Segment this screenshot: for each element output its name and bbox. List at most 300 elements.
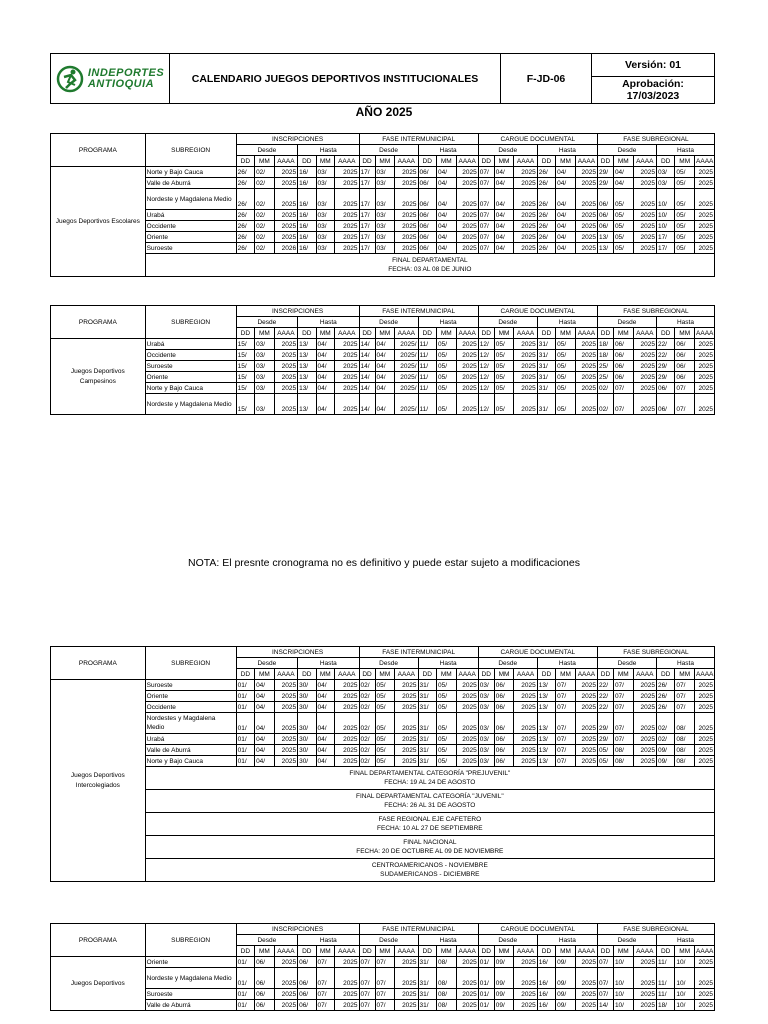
- date-month: 03/: [255, 394, 275, 415]
- table-row: [51, 361, 715, 372]
- date-year: 2025: [395, 702, 418, 713]
- date-year: 2025: [456, 243, 478, 254]
- date-day: 11/: [418, 383, 436, 394]
- desde-header: Desde: [478, 317, 537, 328]
- date-month: 04/: [494, 232, 514, 243]
- date-month: 07/: [675, 680, 695, 691]
- mm-header: MM: [494, 328, 514, 339]
- date-year: 2025: [334, 968, 359, 989]
- date-day: 13/: [537, 756, 555, 767]
- date-month: 10/: [613, 989, 633, 1000]
- dd-header: DD: [597, 156, 613, 167]
- table-row: [51, 221, 715, 232]
- date-day: 31/: [418, 968, 436, 989]
- date-year: 2025: [274, 756, 297, 767]
- date-year: 2025: [456, 232, 478, 243]
- final-event: [145, 254, 714, 277]
- date-day: 06/: [656, 394, 674, 415]
- aaaa-header: AAAA: [456, 328, 478, 339]
- hasta-header: Hasta: [418, 317, 478, 328]
- date-year: 2025: [633, 702, 656, 713]
- date-year: 2025: [514, 221, 537, 232]
- date-day: 26/: [656, 680, 674, 691]
- date-day: 10/: [656, 210, 674, 221]
- schedule-table: [50, 305, 715, 415]
- date-year: 2025/: [395, 383, 418, 394]
- desde-header: Desde: [597, 317, 656, 328]
- date-day: 31/: [537, 394, 555, 415]
- date-day: 06/: [418, 210, 436, 221]
- date-month: 05/: [436, 756, 456, 767]
- date-month: 02/: [255, 178, 275, 189]
- date-day: 14/: [359, 383, 375, 394]
- date-month: 03/: [316, 167, 334, 178]
- date-day: 07/: [597, 968, 613, 989]
- date-day: 15/: [236, 394, 254, 415]
- date-month: 04/: [316, 756, 334, 767]
- date-month: 06/: [494, 745, 514, 756]
- dd-header: DD: [236, 156, 254, 167]
- date-day: 01/: [478, 957, 494, 968]
- table-row: [51, 989, 715, 1000]
- date-month: 05/: [494, 361, 514, 372]
- date-day: 14/: [359, 394, 375, 415]
- date-day: 26/: [656, 702, 674, 713]
- date-month: 08/: [675, 734, 695, 745]
- final-event: [145, 836, 714, 859]
- date-day: 31/: [418, 713, 436, 734]
- date-month: 03/: [375, 189, 395, 210]
- date-month: 05/: [436, 394, 456, 415]
- date-day: 17/: [359, 167, 375, 178]
- table-row: [51, 968, 715, 989]
- date-day: 13/: [537, 702, 555, 713]
- date-year: 2025: [633, 713, 656, 734]
- program-name: Juegos Deportivos Campesinos: [51, 339, 146, 415]
- subregion-header: SUBREGION: [145, 924, 236, 957]
- date-year: 2025: [334, 713, 359, 734]
- date-year: 2025: [274, 221, 297, 232]
- date-month: 09/: [494, 1000, 514, 1011]
- date-year: 2025: [456, 189, 478, 210]
- date-year: 2025: [695, 756, 715, 767]
- date-year: 2025: [456, 756, 478, 767]
- date-month: 04/: [494, 221, 514, 232]
- date-day: 31/: [418, 691, 436, 702]
- date-month: 05/: [675, 232, 695, 243]
- date-day: 07/: [478, 167, 494, 178]
- date-month: 04/: [494, 178, 514, 189]
- date-day: 31/: [418, 756, 436, 767]
- subregion-name: Suroeste: [145, 680, 236, 691]
- date-month: 04/: [375, 372, 395, 383]
- date-year: 2025: [514, 361, 537, 372]
- date-day: 13/: [537, 734, 555, 745]
- date-month: 03/: [375, 210, 395, 221]
- date-year: 2025: [514, 189, 537, 210]
- date-day: 16/: [537, 989, 555, 1000]
- date-month: 10/: [613, 957, 633, 968]
- date-day: 30/: [298, 680, 316, 691]
- date-year: 2025: [514, 702, 537, 713]
- date-month: 05/: [436, 361, 456, 372]
- mm-header: MM: [436, 156, 456, 167]
- date-month: 04/: [613, 167, 633, 178]
- aaaa-header: AAAA: [274, 328, 297, 339]
- hasta-header: Hasta: [298, 145, 359, 156]
- date-day: 26/: [656, 691, 674, 702]
- dd-header: DD: [236, 946, 254, 957]
- table-row: [51, 350, 715, 361]
- desde-header: Desde: [597, 935, 656, 946]
- subregion-name: Valle de Aburrá: [145, 178, 236, 189]
- date-day: 17/: [359, 232, 375, 243]
- date-month: 02/: [255, 221, 275, 232]
- subregion-name: Suroeste: [145, 243, 236, 254]
- date-day: 26/: [236, 210, 254, 221]
- date-day: 11/: [418, 394, 436, 415]
- date-day: 03/: [478, 680, 494, 691]
- date-day: 03/: [478, 713, 494, 734]
- date-day: 03/: [656, 178, 674, 189]
- mm-header: MM: [494, 669, 514, 680]
- dd-header: DD: [656, 328, 674, 339]
- aaaa-header: AAAA: [696, 947, 714, 955]
- date-day: 16/: [537, 968, 555, 989]
- date-month: 07/: [375, 989, 395, 1000]
- date-month: 03/: [316, 210, 334, 221]
- date-day: 16/: [537, 957, 555, 968]
- date-year: 2025: [575, 232, 597, 243]
- date-year: 2025: [334, 989, 359, 1000]
- mm-header: MM: [255, 669, 275, 680]
- date-day: 30/: [298, 756, 316, 767]
- date-day: 01/: [478, 989, 494, 1000]
- date-year: 2025: [395, 691, 418, 702]
- date-day: 18/: [656, 1000, 674, 1011]
- subregion-name: Occidente: [145, 221, 236, 232]
- date-year: 2025: [695, 361, 715, 372]
- date-year: 2025: [695, 243, 715, 254]
- date-month: 06/: [494, 702, 514, 713]
- date-year: 2025: [334, 680, 359, 691]
- date-month: 04/: [255, 702, 275, 713]
- date-month: 07/: [613, 691, 633, 702]
- phase-header: FASE INTERMUNICIPAL: [359, 306, 478, 317]
- date-year: 2025: [633, 210, 656, 221]
- phase-header: FASE SUBREGIONAL: [597, 924, 714, 935]
- date-day: 17/: [656, 232, 674, 243]
- date-day: 17/: [359, 178, 375, 189]
- hasta-header: Hasta: [537, 658, 597, 669]
- date-day: 12/: [478, 383, 494, 394]
- final-event-title: FASE REGIONAL EJE CAFETERO: [378, 816, 482, 823]
- programa-header: PROGRAMA: [51, 924, 146, 957]
- date-month: 04/: [556, 221, 576, 232]
- date-year: 2025: [274, 167, 297, 178]
- date-year: 2025: [274, 713, 297, 734]
- date-month: 07/: [675, 691, 695, 702]
- date-month: 05/: [675, 167, 695, 178]
- date-month: 05/: [436, 702, 456, 713]
- date-year: 2025: [633, 189, 656, 210]
- date-year: 2025: [575, 189, 597, 210]
- date-month: 05/: [556, 383, 576, 394]
- date-year: 2025: [456, 713, 478, 734]
- date-year: 2025: [575, 178, 597, 189]
- subregion-header: SUBREGION: [145, 134, 236, 167]
- date-year: 2025: [334, 372, 359, 383]
- table-row: [51, 1000, 715, 1011]
- date-month: 10/: [675, 968, 695, 989]
- date-day: 12/: [478, 372, 494, 383]
- date-month: 10/: [613, 968, 633, 989]
- approval-date: 17/03/2023: [626, 90, 680, 102]
- date-month: 07/: [375, 968, 395, 989]
- date-year: 2025: [334, 178, 359, 189]
- date-day: 03/: [478, 756, 494, 767]
- date-month: 03/: [375, 243, 395, 254]
- date-year: 2025: [575, 734, 597, 745]
- date-day: 14/: [359, 372, 375, 383]
- date-month: 02/: [255, 243, 275, 254]
- approval-cell: [592, 77, 715, 104]
- subregion-name: Oriente: [145, 957, 236, 968]
- date-month: 05/: [613, 221, 633, 232]
- date-year: 2025: [456, 968, 478, 989]
- date-day: 03/: [656, 167, 674, 178]
- table-row: [51, 178, 715, 189]
- aaaa-header: AAAA: [334, 328, 359, 339]
- desde-header: Desde: [359, 317, 418, 328]
- date-day: 31/: [537, 372, 555, 383]
- date-day: 06/: [298, 968, 316, 989]
- dd-header: DD: [236, 669, 254, 680]
- date-day: 26/: [236, 178, 254, 189]
- mm-header: MM: [675, 669, 695, 680]
- dd-header: DD: [298, 946, 316, 957]
- subregion-name: Urabá: [145, 339, 236, 350]
- aaaa-header: AAAA: [514, 946, 537, 957]
- desde-header: Desde: [236, 658, 297, 669]
- programa-header: PROGRAMA: [51, 647, 146, 680]
- date-month: 03/: [316, 243, 334, 254]
- date-year: 2025: [395, 957, 418, 968]
- date-day: 01/: [236, 680, 254, 691]
- date-month: 07/: [556, 702, 576, 713]
- phase-header: FASE SUBREGIONAL: [597, 647, 714, 658]
- date-day: 10/: [656, 221, 674, 232]
- date-month: 04/: [316, 702, 334, 713]
- hasta-header: Hasta: [656, 935, 714, 946]
- table-row: [51, 745, 715, 756]
- table-row: [51, 189, 715, 210]
- date-month: 09/: [556, 989, 576, 1000]
- phase-header: CARGUE DOCUMENTAL: [478, 306, 597, 317]
- date-year: 2025: [395, 210, 418, 221]
- date-year: 2025: [514, 680, 537, 691]
- table-row: [51, 702, 715, 713]
- date-year: 2025: [633, 756, 656, 767]
- mm-header: MM: [436, 946, 456, 957]
- date-year: 2025: [334, 702, 359, 713]
- date-day: 02/: [597, 394, 613, 415]
- date-day: 26/: [537, 189, 555, 210]
- subregion-name: Norte y Bajo Cauca: [145, 756, 236, 767]
- date-month: 04/: [375, 394, 395, 415]
- date-month: 08/: [613, 756, 633, 767]
- date-month: 10/: [675, 1000, 695, 1011]
- date-month: 07/: [675, 702, 695, 713]
- date-year: 2025: [395, 680, 418, 691]
- date-year: 2025/: [395, 394, 418, 415]
- date-month: 05/: [556, 361, 576, 372]
- hasta-header: Hasta: [298, 658, 359, 669]
- date-month: 05/: [375, 734, 395, 745]
- hasta-header: Hasta: [298, 317, 359, 328]
- subregion-name: Valle de Aburrá: [145, 1000, 236, 1011]
- date-month: 04/: [316, 713, 334, 734]
- mm-header: MM: [255, 946, 275, 957]
- date-day: 11/: [418, 339, 436, 350]
- date-year: 2025: [395, 734, 418, 745]
- date-day: 05/: [597, 756, 613, 767]
- date-year: 2025: [575, 756, 597, 767]
- date-month: 08/: [675, 713, 695, 734]
- schedule-table: [50, 133, 715, 277]
- aaaa-header: AAAA: [456, 156, 478, 167]
- date-month: 10/: [613, 1000, 633, 1011]
- date-month: 04/: [436, 232, 456, 243]
- date-year: 2025: [274, 339, 297, 350]
- date-year: 2025: [695, 968, 715, 989]
- date-year: 2025: [695, 394, 715, 415]
- table-row: [51, 680, 715, 691]
- mm-header: MM: [436, 669, 456, 680]
- date-day: 07/: [478, 189, 494, 210]
- desde-header: Desde: [359, 658, 418, 669]
- date-year: 2025: [575, 968, 597, 989]
- date-day: 17/: [359, 210, 375, 221]
- date-month: 07/: [613, 394, 633, 415]
- date-year: 2025: [334, 232, 359, 243]
- date-month: 04/: [436, 178, 456, 189]
- aaaa-header: AAAA: [334, 946, 359, 957]
- aaaa-header: AAAA: [395, 946, 418, 957]
- date-year: 2025: [633, 968, 656, 989]
- date-year: 2025: [456, 691, 478, 702]
- date-month: 03/: [316, 178, 334, 189]
- date-month: 04/: [375, 383, 395, 394]
- date-year: 2025: [633, 178, 656, 189]
- date-day: 11/: [418, 350, 436, 361]
- date-day: 01/: [236, 957, 254, 968]
- date-year: 2025: [456, 178, 478, 189]
- date-year: 2025: [274, 383, 297, 394]
- date-month: 07/: [613, 383, 633, 394]
- date-year: 2025: [334, 167, 359, 178]
- date-year: 2025: [334, 756, 359, 767]
- date-month: 05/: [375, 713, 395, 734]
- date-day: 03/: [478, 745, 494, 756]
- date-year: 2025: [456, 167, 478, 178]
- date-month: 04/: [375, 361, 395, 372]
- date-day: 30/: [298, 691, 316, 702]
- dd-header: DD: [537, 328, 555, 339]
- date-day: 15/: [236, 372, 254, 383]
- date-year: 2025: [456, 221, 478, 232]
- date-day: 06/: [418, 167, 436, 178]
- date-year: 2025: [395, 756, 418, 767]
- date-month: 03/: [316, 189, 334, 210]
- subregion-name: Norte y Bajo Cauca: [145, 167, 236, 178]
- date-day: 11/: [418, 372, 436, 383]
- date-month: 05/: [494, 383, 514, 394]
- date-month: 05/: [556, 339, 576, 350]
- date-year: 2025: [575, 372, 597, 383]
- date-year: 2026: [274, 243, 297, 254]
- date-day: 15/: [236, 350, 254, 361]
- program-name: Juegos Deportivos: [51, 957, 146, 1011]
- date-day: 06/: [418, 232, 436, 243]
- date-year: 2025: [695, 702, 715, 713]
- date-year: 2025: [395, 221, 418, 232]
- date-year: 2025: [274, 691, 297, 702]
- desde-header: Desde: [478, 145, 537, 156]
- indeportes-logo-icon: [56, 65, 84, 93]
- date-month: 04/: [316, 372, 334, 383]
- date-month: 03/: [316, 221, 334, 232]
- date-month: 04/: [556, 189, 576, 210]
- mm-header: MM: [556, 156, 576, 167]
- date-month: 07/: [556, 756, 576, 767]
- date-month: 04/: [316, 734, 334, 745]
- document-version: Versión: 01: [592, 54, 715, 77]
- date-day: 02/: [359, 691, 375, 702]
- date-day: 16/: [298, 189, 316, 210]
- date-day: 26/: [537, 232, 555, 243]
- dd-header: DD: [418, 328, 436, 339]
- table-row: [51, 167, 715, 178]
- program-name: Juegos Deportivos Escolares: [51, 167, 146, 277]
- hasta-header: Hasta: [656, 658, 714, 669]
- date-year: 2025: [514, 210, 537, 221]
- hasta-header: Hasta: [418, 935, 478, 946]
- date-day: 01/: [236, 713, 254, 734]
- date-month: 03/: [316, 232, 334, 243]
- date-year: 2025: [575, 350, 597, 361]
- aaaa-header: AAAA: [514, 156, 537, 167]
- table-row: [51, 339, 715, 350]
- subregion-name: Oriente: [145, 232, 236, 243]
- desde-header: Desde: [597, 145, 656, 156]
- date-month: 05/: [436, 713, 456, 734]
- date-day: 06/: [597, 221, 613, 232]
- dd-header: DD: [298, 156, 316, 167]
- date-day: 13/: [298, 383, 316, 394]
- date-year: 2025: [695, 178, 715, 189]
- date-month: 07/: [556, 745, 576, 756]
- date-month: 02/: [255, 167, 275, 178]
- dd-header: DD: [359, 328, 375, 339]
- date-day: 31/: [537, 339, 555, 350]
- date-day: 30/: [298, 745, 316, 756]
- date-year: 2025: [334, 189, 359, 210]
- subregion-name: Nordeste y Magdalena Medio: [145, 394, 236, 415]
- date-month: 05/: [675, 178, 695, 189]
- date-day: 06/: [418, 189, 436, 210]
- aaaa-header: AAAA: [514, 328, 537, 339]
